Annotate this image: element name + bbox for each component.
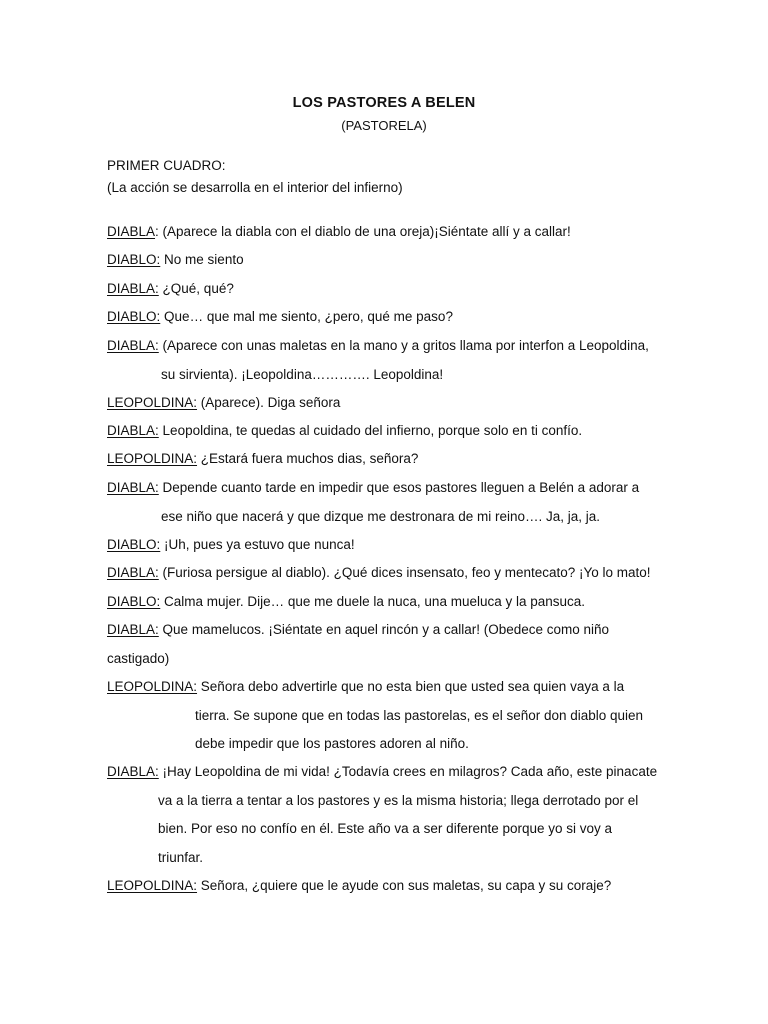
speaker-name: LEOPOLDINA: xyxy=(107,451,198,466)
speaker-name: DIABLO: xyxy=(107,537,161,552)
dialogue-text: Depende cuanto tarde en impedir que esos pastores lleguen a Belén a adorar a xyxy=(162,480,640,495)
dialogue-text: ese niño que nacerá y que dizque me destronara de mi reino…. Ja, ja, ja. xyxy=(161,508,601,524)
dialogue-entry xyxy=(107,389,660,418)
speaker-name: LEOPOLDINA: xyxy=(107,395,198,410)
dialogue-text: triunfar. xyxy=(158,849,204,865)
speaker-name: DIABLA xyxy=(107,224,156,239)
speaker-name: DIABLO: xyxy=(107,594,161,609)
dialogue-entry xyxy=(107,531,660,560)
speaker-name: DIABLO: xyxy=(107,252,161,267)
speaker-name: DIABLA: xyxy=(107,423,159,438)
dialogue-entry xyxy=(107,332,660,389)
dialogue-text: Que… que mal me siento, ¿pero, qué me paso? xyxy=(164,309,453,324)
dialogue-text: castigado) xyxy=(107,650,170,666)
scene-direction: (La acción se desarrolla en el interior del infierno) xyxy=(107,180,403,195)
dialogue-text: ¿Qué, qué? xyxy=(162,281,234,296)
dialogue-text: Señora, ¿quiere que le ayude con sus maletas, su capa y su coraje? xyxy=(200,878,612,893)
dialogue-text: (Aparece la diabla con el diablo de una oreja)¡Siéntate allí y a callar! xyxy=(162,224,571,239)
dialogue-text: su sirvienta). ¡Leopoldina…………. Leopoldina! xyxy=(161,366,444,382)
dialogue-entry xyxy=(107,275,660,304)
dialogue-text: Señora debo advertirle que no esta bien que usted sea quien vaya a la xyxy=(200,679,625,694)
dialogue-entry xyxy=(107,445,660,474)
dialogue-entry xyxy=(107,758,660,872)
speaker-name: DIABLA: xyxy=(107,565,159,580)
dialogue-entry xyxy=(107,246,660,275)
dialogue-text: (Aparece). Diga señora xyxy=(200,395,341,410)
speaker-name: DIABLA: xyxy=(107,281,159,296)
dialogue-text: va a la tierra a tentar a los pastores y es la misma historia; llega derrotado por el xyxy=(158,792,639,808)
dialogue-text: debe impedir que los pastores adoren al niño. xyxy=(195,736,469,751)
dialogue-entry: DIABLA: (Aparece la diabla con el diablo de una oreja)¡Siéntate allí y a callar! xyxy=(107,224,571,239)
dialogue-text: tierra. Se supone que en todas las pastorelas, es el señor don diablo quien xyxy=(195,707,644,723)
dialogue-text: ¡Uh, pues ya estuvo que nunca! xyxy=(164,537,355,552)
dialogue-text: Leopoldina, te quedas al cuidado del infierno, porque solo en ti confío. xyxy=(162,423,583,438)
dialogue-text: bien. Por eso no confío en él. Este año va a ser diferente porque yo si voy a xyxy=(158,821,613,836)
speaker-name: DIABLO: xyxy=(107,309,161,324)
dialogue-entry xyxy=(107,616,660,673)
document-subtitle: (PASTORELA) xyxy=(341,118,427,133)
dialogue-entry xyxy=(107,673,660,759)
document-title: LOS PASTORES A BELEN xyxy=(292,95,476,111)
dialogue-entry xyxy=(107,303,660,332)
dialogue-text: (Aparece con unas maletas en la mano y a gritos llama por interfon a Leopoldina, xyxy=(162,338,649,353)
dialogue-entry xyxy=(107,417,660,446)
speaker-name: LEOPOLDINA: xyxy=(107,878,198,893)
dialogue-text: Calma mujer. Dije… que me duele la nuca, una mueluca y la pansuca. xyxy=(164,594,586,609)
dialogue-entry xyxy=(107,474,660,531)
dialogue-text: Que mamelucos. ¡Siéntate en aquel rincón y a callar! (Obedece como niño xyxy=(162,622,610,637)
dialogue-entry xyxy=(107,872,660,901)
scene-heading: PRIMER CUADRO: xyxy=(107,158,226,173)
speaker-name: DIABLA: xyxy=(107,622,159,637)
dialogue-entry xyxy=(107,559,660,588)
speaker-name: DIABLA: xyxy=(107,338,159,353)
dialogue-text: ¡Hay Leopoldina de mi vida! ¿Todavía crees en milagros? Cada año, este pinacate xyxy=(162,764,658,779)
dialogue-entry xyxy=(107,588,660,617)
speaker-name: DIABLA: xyxy=(107,764,159,779)
speaker-name: DIABLA: xyxy=(107,480,159,495)
dialogue-text: No me siento xyxy=(164,252,244,267)
speaker-name: LEOPOLDINA: xyxy=(107,679,198,694)
dialogue-text: ¿Estará fuera muchos dias, señora? xyxy=(200,451,419,466)
dialogue-text: (Furiosa persigue al diablo). ¿Qué dices insensato, feo y mentecato? ¡Yo lo mato! xyxy=(162,565,651,580)
